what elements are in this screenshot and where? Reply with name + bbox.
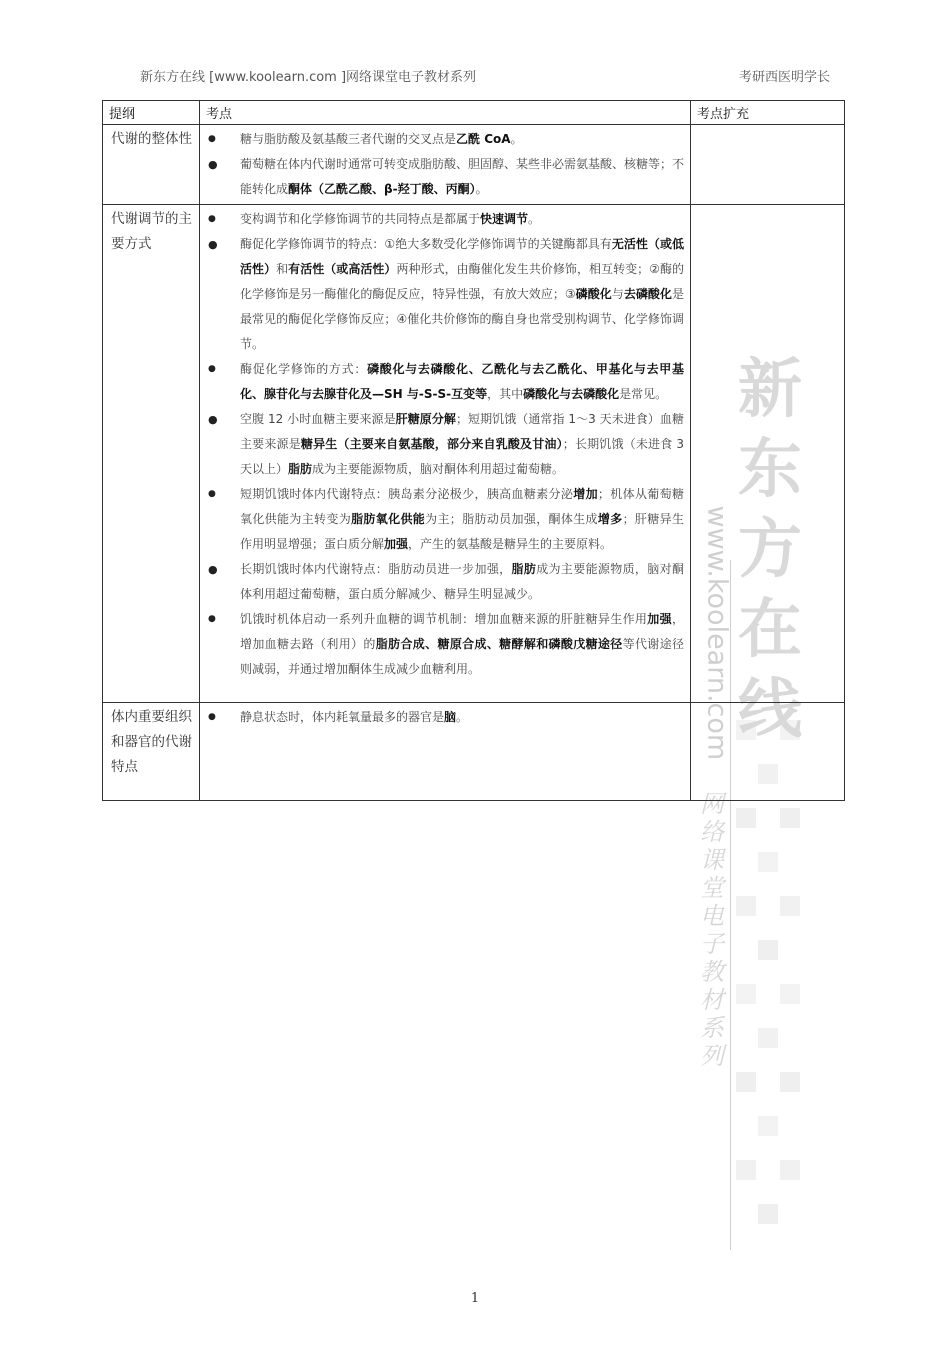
watermark-subtitle [697,790,727,1070]
point-emphasis: 加强 [384,537,409,551]
watermark-subtitle-char: 课 [700,846,724,874]
point-text: ，其中 [487,387,524,401]
point-item [206,357,684,407]
point-text: 短期饥饿时体内代谢特点：胰岛素分泌极少，胰高血糖素分泌 [240,487,574,501]
point-item [206,127,684,152]
watermark-subtitle-char: 网 [700,790,724,818]
point-emphasis: 增多 [597,512,623,526]
points-cell [200,703,691,801]
extension-cell [691,125,845,205]
point-item [206,152,684,202]
point-text: ；长期饥饿（未进食 3 天以上） [240,437,684,476]
point-text: 酶促化学修饰的方式： [240,362,368,376]
category-cell: 体内重要组织和器官的代谢特点 [103,703,200,801]
watermark-checker-square [758,1116,778,1136]
point-text: 静息状态时，体内耗氧量最多的器官是 [240,710,445,724]
point-emphasis: 去磷酸化 [623,287,672,301]
watermark-checker-square [736,808,756,828]
point-item [206,207,684,232]
point-text: 。 [456,710,469,724]
point-text: 等代谢途径则减弱，并通过增加酮体生成减少血糖利用。 [240,637,684,676]
watermark-checker-square [758,1028,778,1048]
watermark-brand-char: 方 [738,512,802,587]
watermark-subtitle-char: 列 [700,1042,724,1070]
watermark-subtitle-char: 堂 [700,874,724,902]
watermark-brand-char: 在 [738,592,802,667]
watermark-subtitle-char: 材 [700,986,724,1014]
table-header-row [103,101,845,125]
watermark-url: www.koolearn.com [701,505,733,761]
point-text: 是常见。 [619,387,668,401]
point-emphasis: 糖异生（主要来自氨基酸，部分来自乳酸及甘油） [300,437,563,451]
point-text: 变构调节和化学修饰调节的共同特点是都属于 [240,212,481,226]
header-points: 考点 [200,101,691,125]
point-emphasis: 乙酰 CoA [456,132,511,146]
point-text: 葡萄糖在体内代谢时通常可转变成脂肪酸、胆固醇、某些非必需氨基酸、核糖等；不能转化成 [240,157,685,196]
point-text: 。 [475,182,488,196]
point-text: 糖与脂肪酸及氨基酸三者代谢的交叉点是 [240,132,457,146]
point-text: 饥饿时机体启动一系列升血糖的调节机制：增加血糖来源的肝脏糖异生作用 [240,612,648,626]
point-emphasis: 磷酸化与去磷酸化、乙酰化与去乙酰化、甲基化与去甲基化、腺苷化与去腺苷化及—SH 与-S-S-互变等 [240,362,684,401]
point-emphasis: 脂肪 [288,462,313,476]
point-emphasis: 脑 [444,710,457,724]
watermark-checker-square [780,1160,800,1180]
table-row [103,125,845,205]
point-text: 成为主要能源物质，脑对酮体利用超过葡萄糖，蛋白质分解减少、糖异生明显减少。 [240,562,684,601]
point-emphasis: 酮体（乙酰乙酸、β-羟丁酸、丙酮） [288,182,476,196]
watermark-checker-square [780,984,800,1004]
watermark-checker-square [780,808,800,828]
header-left-text: 新东方在线 [www.koolearn.com ]网络课堂电子教材系列 [140,70,477,85]
header-outline: 提纲 [103,101,200,125]
point-text: 和 [276,262,289,276]
watermark-brand-char: 新 [738,352,802,427]
exam-points-table [102,100,845,801]
point-emphasis: 肝糖原分解 [395,412,456,426]
point-item [206,407,684,482]
category-cell: 代谢的整体性 [103,125,200,205]
points-list [206,207,684,682]
point-emphasis: 脂肪氧化供能 [351,512,426,526]
category-cell: 代谢调节的主要方式 [103,205,200,703]
point-item [206,482,684,557]
watermark-brand-char: 线 [738,672,802,747]
watermark-checker-square [758,1204,778,1224]
point-item [206,232,684,357]
point-text: 为主；脂肪动员加强，酮体生成 [425,512,598,526]
watermark-brand-char: 东 [738,432,802,507]
point-text: ；机体从葡萄糖氧化供能为主转变为 [240,487,684,526]
point-text: 。 [510,132,523,146]
point-emphasis: 有活性（或高活性） [288,262,397,276]
point-item [206,705,684,730]
point-text: 是最常见的酶促化学修饰反应；④催化共价修饰的酶自身也常受别构调节、化学修饰调节。 [240,287,684,351]
point-emphasis: 无活性（或低活性） [240,237,684,276]
point-text: 酶促化学修饰调节的特点：①绝大多数受化学修饰调节的关键酶都具有 [240,237,612,251]
point-text: ，产生的氨基酸是糖异生的主要原料。 [408,537,613,551]
point-item [206,607,684,682]
extension-cell [691,205,845,703]
point-emphasis: 增加 [573,487,598,501]
header-extension: 考点扩充 [691,101,845,125]
watermark-checker-square [758,940,778,960]
point-text: ；短期饥饿（通常指 1～3 天未进食）血糖主要来源是 [240,412,684,451]
point-emphasis: 快速调节 [480,212,529,226]
point-text: 空腹 12 小时血糖主要来源是 [240,412,396,426]
watermark-checker-square [780,896,800,916]
points-cell [200,125,691,205]
points-cell [200,205,691,703]
point-text: 。 [528,212,541,226]
watermark-checker-square [736,984,756,1004]
watermark-checker-square [780,1072,800,1092]
watermark-subtitle-char: 教 [700,958,724,986]
point-emphasis: 加强 [647,612,672,626]
point-text: 长期饥饿时体内代谢特点：脂肪动员进一步加强， [240,562,512,576]
watermark-subtitle-char: 系 [700,1014,724,1042]
point-emphasis: 脂肪 [511,562,537,576]
point-text: 两种形式，由酶催化发生共价修饰，相互转变；②酶的化学修饰是另一酶催化的酶促反应，特异性强，有放大效应；③ [240,262,684,301]
page-header [140,66,830,90]
table-row [103,703,845,801]
point-text: ，增加血糖去路（利用）的 [240,612,684,651]
point-text: ；肝糖异生作用明显增强；蛋白质分解 [240,512,684,551]
points-list [206,127,684,202]
table-row [103,205,845,703]
point-text: 成为主要能源物质，脑对酮体利用超过葡萄糖。 [312,462,565,476]
watermark-subtitle-char: 子 [700,930,724,958]
watermark-subtitle-char: 电 [700,902,724,930]
header-right-text: 考研西医明学长 [738,70,830,85]
extension-cell [691,703,845,801]
watermark-checker-square [736,1160,756,1180]
point-emphasis: 磷酸化与去磷酸化 [523,387,620,401]
point-emphasis: 脂肪合成、糖原合成、糖酵解和磷酸戊糖途径 [375,637,623,651]
watermark-subtitle-char: 络 [700,818,724,846]
page-number: 1 [470,1291,480,1306]
watermark-checker-square [758,852,778,872]
watermark-checker-square [736,896,756,916]
point-text: 与 [611,287,624,301]
point-emphasis: 磷酸化 [575,287,612,301]
watermark-checker-square [736,1072,756,1092]
point-item [206,557,684,607]
points-list [206,705,684,730]
